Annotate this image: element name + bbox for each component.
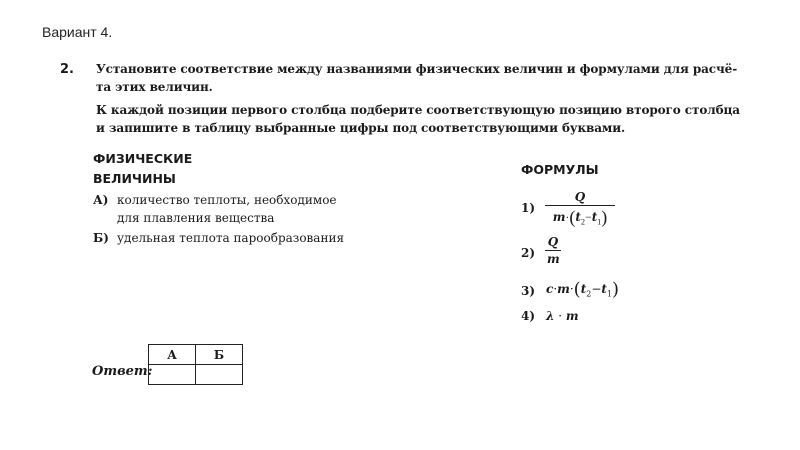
formula-number-1: 1) [521,201,536,215]
answer-cell-b[interactable] [196,365,243,385]
formula-2: Q m [547,235,560,266]
formula-3: $c\cdot m\cdot(t_2-t_1)$ [546,279,620,300]
formula-number-2: 2) [521,246,536,260]
quantities-heading: ФИЗИЧЕСКИЕ ВЕЛИЧИНЫ [93,151,193,186]
item-text-a-line1: количество теплоты, необходимое [117,193,337,207]
formula-1: Q $m\cdot(t_2-t_1)$ [545,190,615,228]
answer-label: Ответ: [92,364,153,379]
task-text-line: та этих величин. [96,80,213,94]
formulas-heading: ФОРМУЛЫ [521,162,599,177]
task-text-line: К каждой позиции первого столбца подберите соответствующую позицию второго столбца [96,103,740,117]
formula-4: λ · m [546,309,579,323]
formula-number-3: 3) [521,284,536,298]
formula-number-4: 4) [521,309,536,323]
variant-label: Вариант 4. [42,24,113,40]
answer-cell-a[interactable] [149,365,196,385]
item-text-b: удельная теплота парообразования [117,231,345,245]
item-letter-a: А) [93,193,109,207]
task-number: 2. [60,62,74,77]
item-letter-b: Б) [93,231,109,245]
answer-header-a: А [149,345,196,365]
answer-table [148,344,243,385]
task-text-line: Установите соответствие между названиями физических величин и формулами для расчё- [96,62,738,76]
item-text-a-line2: для плавления вещества [117,211,275,225]
task-text-line: и запишите в таблицу выбранные цифры под соответствующими буквами. [96,121,626,135]
answer-header-b: Б [196,345,243,365]
